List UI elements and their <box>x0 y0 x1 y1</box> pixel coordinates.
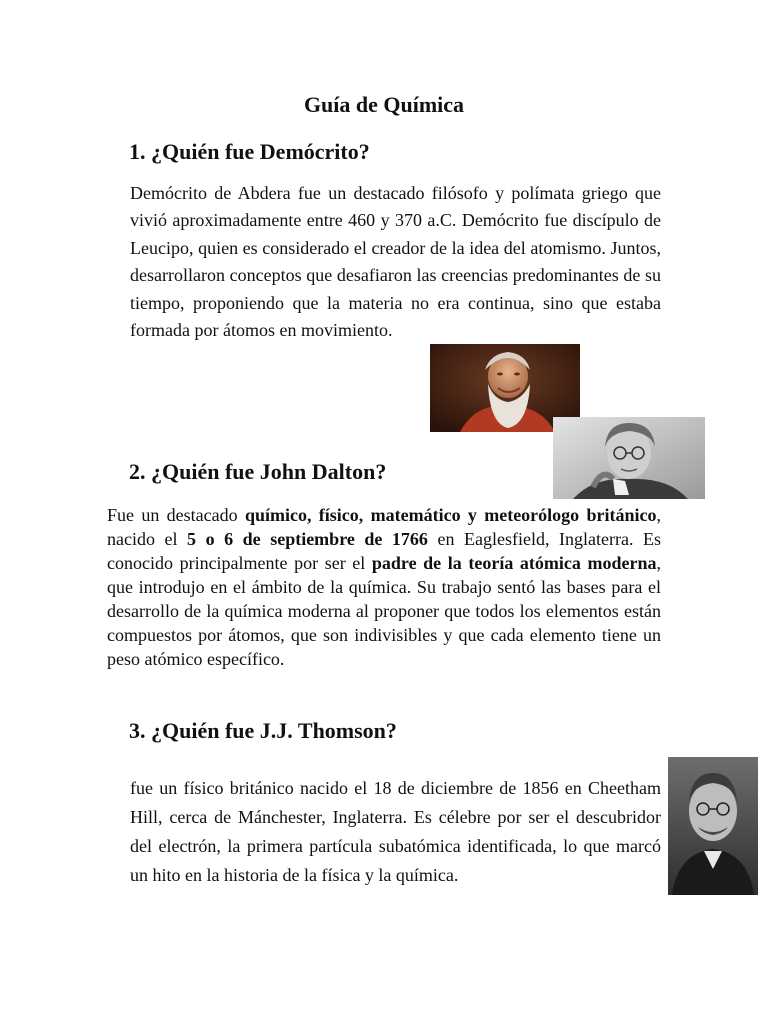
bold-text-run: padre de la teoría atómica moderna <box>371 553 657 573</box>
bold-text-run: 5 o 6 de septiembre de 1766 <box>187 529 428 549</box>
section-heading-dalton: 2. ¿Quién fue John Dalton? <box>129 459 387 484</box>
section-paragraph-thomson <box>130 774 661 890</box>
text-run: Demócrito de Abdera fue un destacado filósofo y polímata griego que vivió aproximadamente entre 460 y 370 a.C. Demócrito fue discípulo de Leucipo, quien es considerado el creador de la idea del atomismo. Juntos, desarrollaron conceptos que desafiaron las creencias predominantes de su tiempo, proponiendo que la materia no era continua, sino que estaba formada por átomos en movimiento. <box>130 183 661 341</box>
text-run: , nacido el <box>107 505 661 549</box>
section-paragraph-democritus <box>130 180 661 344</box>
text-run: en Eaglesfield, Inglaterra. Es conocido principalmente por ser el <box>107 529 661 573</box>
section-heading-democritus: 1. ¿Quién fue Demócrito? <box>129 139 370 164</box>
thomson-portrait-image <box>668 757 758 895</box>
page-title: Guía de Química <box>303 92 465 117</box>
dalton-portrait-image <box>553 417 705 499</box>
bold-text-run: químico, físico, matemático y meteorólogo británico <box>244 505 657 525</box>
text-run: , que introdujo en el ámbito de la química. Su trabajo sentó las bases para el desarrollo de la química moderna al proponer que todos los elementos están compuestos por átomos, que son indivisibles y que cada elemento tiene un peso atómico específico. <box>107 553 661 669</box>
section-heading-thomson: 3. ¿Quién fue J.J. Thomson? <box>129 718 397 743</box>
section-paragraph-dalton <box>107 503 661 671</box>
text-run: Fue un destacado <box>107 505 245 525</box>
text-run: fue un físico británico nacido el 18 de diciembre de 1856 en Cheetham Hill, cerca de Mánchester, Inglaterra. Es célebre por ser el descubridor del electrón, la primera partícula subatómica identificada, lo que marcó un hito en la historia de la física y la química. <box>130 778 661 885</box>
